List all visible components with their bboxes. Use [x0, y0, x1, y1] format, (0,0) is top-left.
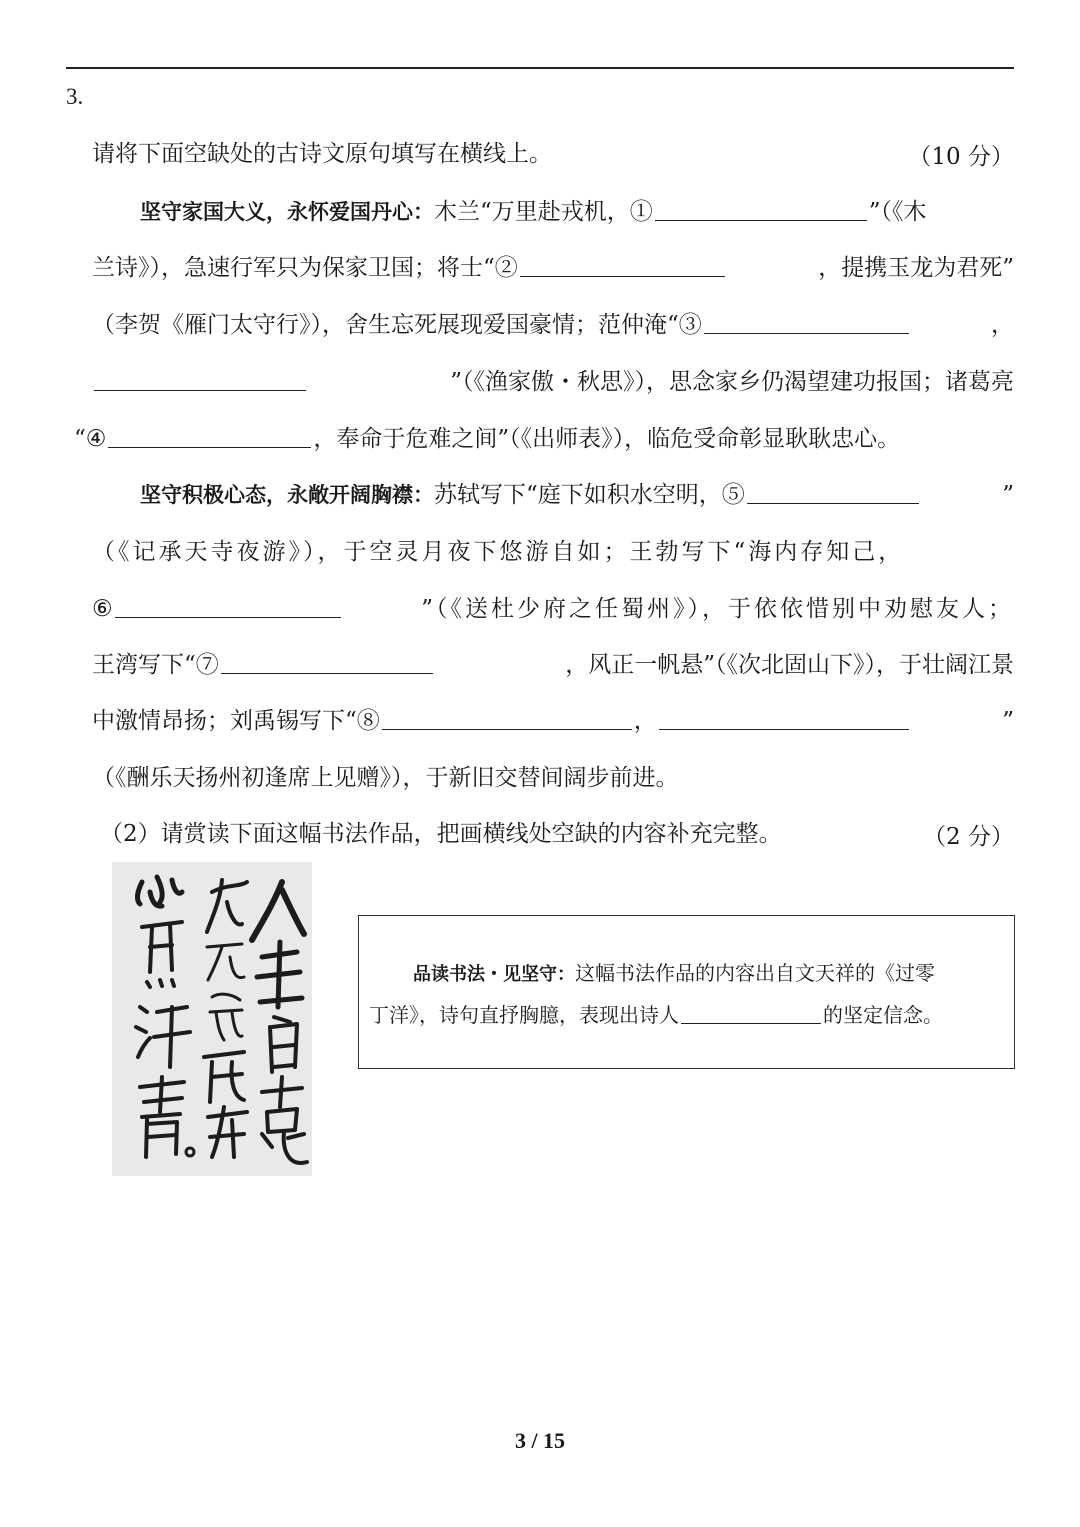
blank-3a[interactable] [704, 309, 909, 334]
blank-3b[interactable] [94, 366, 306, 391]
instruction-text: 请将下面空缺处的古诗文原句填写在横线上。 [92, 141, 552, 167]
para2-text: 苏轼写下“庭下如积水空明，⑤ [434, 482, 745, 508]
para2-line4 [92, 649, 1014, 681]
blank-5[interactable] [747, 479, 919, 504]
para1-text: 兰诗》），急速行军只为保家卫国；将士“② [92, 255, 518, 281]
blank-7[interactable] [221, 649, 433, 674]
para1-line5 [74, 423, 1014, 455]
para1-heading: 坚守家国大义，永怀爱国丹心： [140, 200, 434, 224]
para1-text: ”（《木 [868, 199, 927, 225]
para2-text: ” [1002, 708, 1014, 734]
para2-text: （《酬乐天扬州初逢席上见赠》），于新旧交替间阔步前进。 [92, 765, 679, 791]
blank-8b[interactable] [659, 705, 909, 730]
box-text: 的坚定信念。 [823, 1003, 943, 1027]
blank-4[interactable] [108, 423, 311, 448]
sub2-score: （2 分） [923, 824, 1014, 850]
instruction-line [92, 138, 1014, 170]
box-text: 丁洋》，诗句直抒胸臆，表现出诗人 [369, 1003, 679, 1027]
calligraphy-strokes [112, 862, 312, 1176]
para1-text: ，提携玉龙为君死” [818, 255, 1014, 281]
instruction-score: （10 分） [908, 144, 1014, 170]
box-blank[interactable] [681, 1001, 821, 1024]
para1-line3 [92, 309, 1014, 341]
para2-heading: 坚守积极心态，永敞开阔胸襟： [140, 483, 434, 507]
para2-text: ” [1002, 482, 1014, 508]
box-line2 [369, 1000, 1009, 1030]
para2-line5 [92, 705, 1014, 737]
question-number: 3. [66, 84, 84, 109]
box-heading: 品读书法・见坚守： [413, 964, 575, 985]
para1-line2 [92, 252, 1014, 284]
para2-text: ， [633, 708, 657, 734]
para1-text: ， [991, 312, 1014, 338]
para1-text: （李贺《雁门太守行》），舍生忘死展现爱国豪情；范仲淹“③ [92, 312, 702, 338]
blank-1[interactable] [655, 196, 867, 221]
para2-text: （《记承天寺夜游》），于空灵月夜下悠游自如；王勃写下“海内存知己， [92, 539, 905, 565]
para2-text: ⑥ [92, 596, 113, 622]
reading-box [358, 915, 1015, 1069]
para2-text: 中激情昂扬；刘禹锡写下“⑧ [92, 708, 380, 734]
para1-line1 [140, 196, 1014, 228]
para2-line6 [92, 762, 1014, 794]
blank-2[interactable] [520, 252, 725, 277]
para2-text: ”（《送杜少府之任蜀州》），于依依惜别中劝慰友人； [421, 596, 1014, 622]
para1-line4 [92, 366, 1014, 398]
top-rule [66, 67, 1014, 69]
box-text: 这幅书法作品的内容出自文天祥的《过零 [575, 961, 935, 985]
sub2-text: （2）请赏读下面这幅书法作品，把画横线处空缺的内容补充完整。 [100, 821, 782, 847]
sub2-line [100, 818, 1022, 850]
box-line1 [413, 958, 1009, 990]
calligraphy-image [112, 862, 312, 1176]
para1-text: ，奉命于危难之间”（《出师表》），临危受命彰显耿耿忠心。 [313, 426, 901, 452]
para2-text: ，风正一帆悬”（《次北固山下》），于壮阔江景 [565, 652, 1014, 678]
para2-line1 [140, 479, 1014, 511]
blank-6[interactable] [115, 593, 341, 618]
para1-text: ”（《渔家傲・秋思》），思念家乡仍渴望建功报国；诸葛亮 [450, 369, 1014, 395]
para1-text: “④ [74, 426, 107, 452]
blank-8a[interactable] [382, 705, 632, 730]
page-number: 3 / 15 [514, 1428, 566, 1453]
para2-line3 [92, 593, 1014, 625]
para2-text: 王湾写下“⑦ [92, 652, 219, 678]
para1-text: 木兰“万里赴戎机，① [434, 199, 653, 225]
para2-line2 [92, 536, 1014, 568]
